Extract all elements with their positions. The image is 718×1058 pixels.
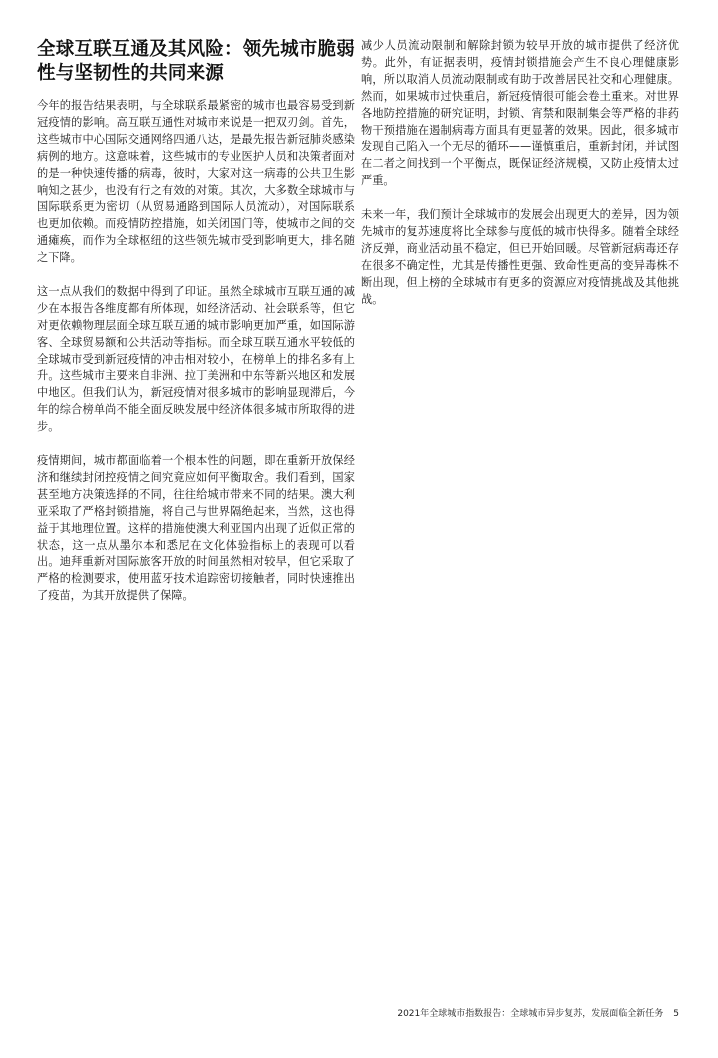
body-paragraph: 今年的报告结果表明，与全球联系最紧密的城市也最容易受到新冠疫情的影响。高互联互通性对城市来说是一把双刃剑。首先，这些城市中心国际交通网络四通八达，是最先报告新冠肺炎感染病例的地方。这意味着，这些城市的专业医护人员和决策者面对的是一种快速传播的病毒，彼时，大家对这一病毒的公共卫生影响知之甚少，也没有行之有效的对策。其次，大多数全球城市与国际联系更为密切（从贸易通路到国际人员流动），对国际联系也更加依赖。而疫情防控措施，如关闭国门等，使城市之间的交通瘫痪，而作为全球枢纽的这些领先城市受到影响更大，排名随之下降。 bbox=[37, 99, 355, 265]
body-paragraph: 疫情期间，城市都面临着一个根本性的问题，即在重新开放保经济和继续封闭控疫情之间究竟应如何平衡取舍。我们看到，国家甚至地方决策选择的不同，往往给城市带来不同的结果。澳大利亚采取了严格封锁措施，将自己与世界隔绝起来，当然，这也得益于其地理位置。这样的措施使澳大利亚国内出现了近似正常的状态，这一点从墨尔本和悉尼在文化体验指标上的表现可以看出。迪拜重新对国际旅客开放的时间虽然相对较早，但它采取了严格的检测要求，使用蓝牙技术追踪密切接触者，同时快速推出了疫苗，为其开放提供了保障。 bbox=[37, 454, 355, 603]
left-column bbox=[37, 38, 355, 622]
body-paragraph: 减少人员流动限制和解除封锁为较早开放的城市提供了经济优势。此外，有证据表明，疫情封锁措施会产生不良心理健康影响，所以取消人员流动限制或有助于改善居民社交和心理健康。然而，如果城市过快重启，新冠疫情很可能会卷土重来。对世界各地防控措施的研究证明，封锁、宵禁和限制集会等严格的非药物干预措施在遏制病毒方面具有更显著的效果。因此，很多城市发现自己陷入一个无尽的循环——谨慎重启，重新封闭，并试图在二者之间找到一个平衡点，既保证经济规模，又防止疫情太过严重。 bbox=[361, 39, 679, 188]
article-title: 全球互联互通及其风险：领先城市脆弱性与坚韧性的共同来源 bbox=[37, 39, 355, 84]
body-paragraph: 未来一年，我们预计全球城市的发展会出现更大的差异，因为领先城市的复苏速度将比全球参与度低的城市快得多。随着全球经济反弹，商业活动虽不稳定，但已开始回暖。尽管新冠病毒还存在很多不确定性，尤其是传播性更强、致命性更高的变异毒株不断出现，但上榜的全球城市有更多的资源应对疫情挑战及其他挑战。 bbox=[361, 208, 679, 306]
body-paragraph: 这一点从我们的数据中得到了印证。虽然全球城市互联互通的减少在本报告各维度都有所体现，如经济活动、社会联系等，但它对更依赖物理层面全球互联互通的城市影响更加严重，如国际游客、全球贸易额和公共活动等指标。而全球互联互通水平较低的全球城市受到新冠疫情的冲击相对较小，在榜单上的排名多有上升。这些城市主要来自非洲、拉丁美洲和中东等新兴地区和发展中地区。但我们认为，新冠疫情对很多城市的影响显现滞后，今年的综合榜单尚不能全面反映发展中经济体很多城市所取得的进步。 bbox=[37, 284, 355, 434]
footer-report-title: 2021年全球城市指数报告：全球城市异步复苏，发展面临全新任务 bbox=[397, 1009, 664, 1019]
page-footer bbox=[397, 1008, 679, 1020]
page-number: 5 bbox=[673, 1009, 679, 1019]
right-column bbox=[361, 38, 679, 325]
